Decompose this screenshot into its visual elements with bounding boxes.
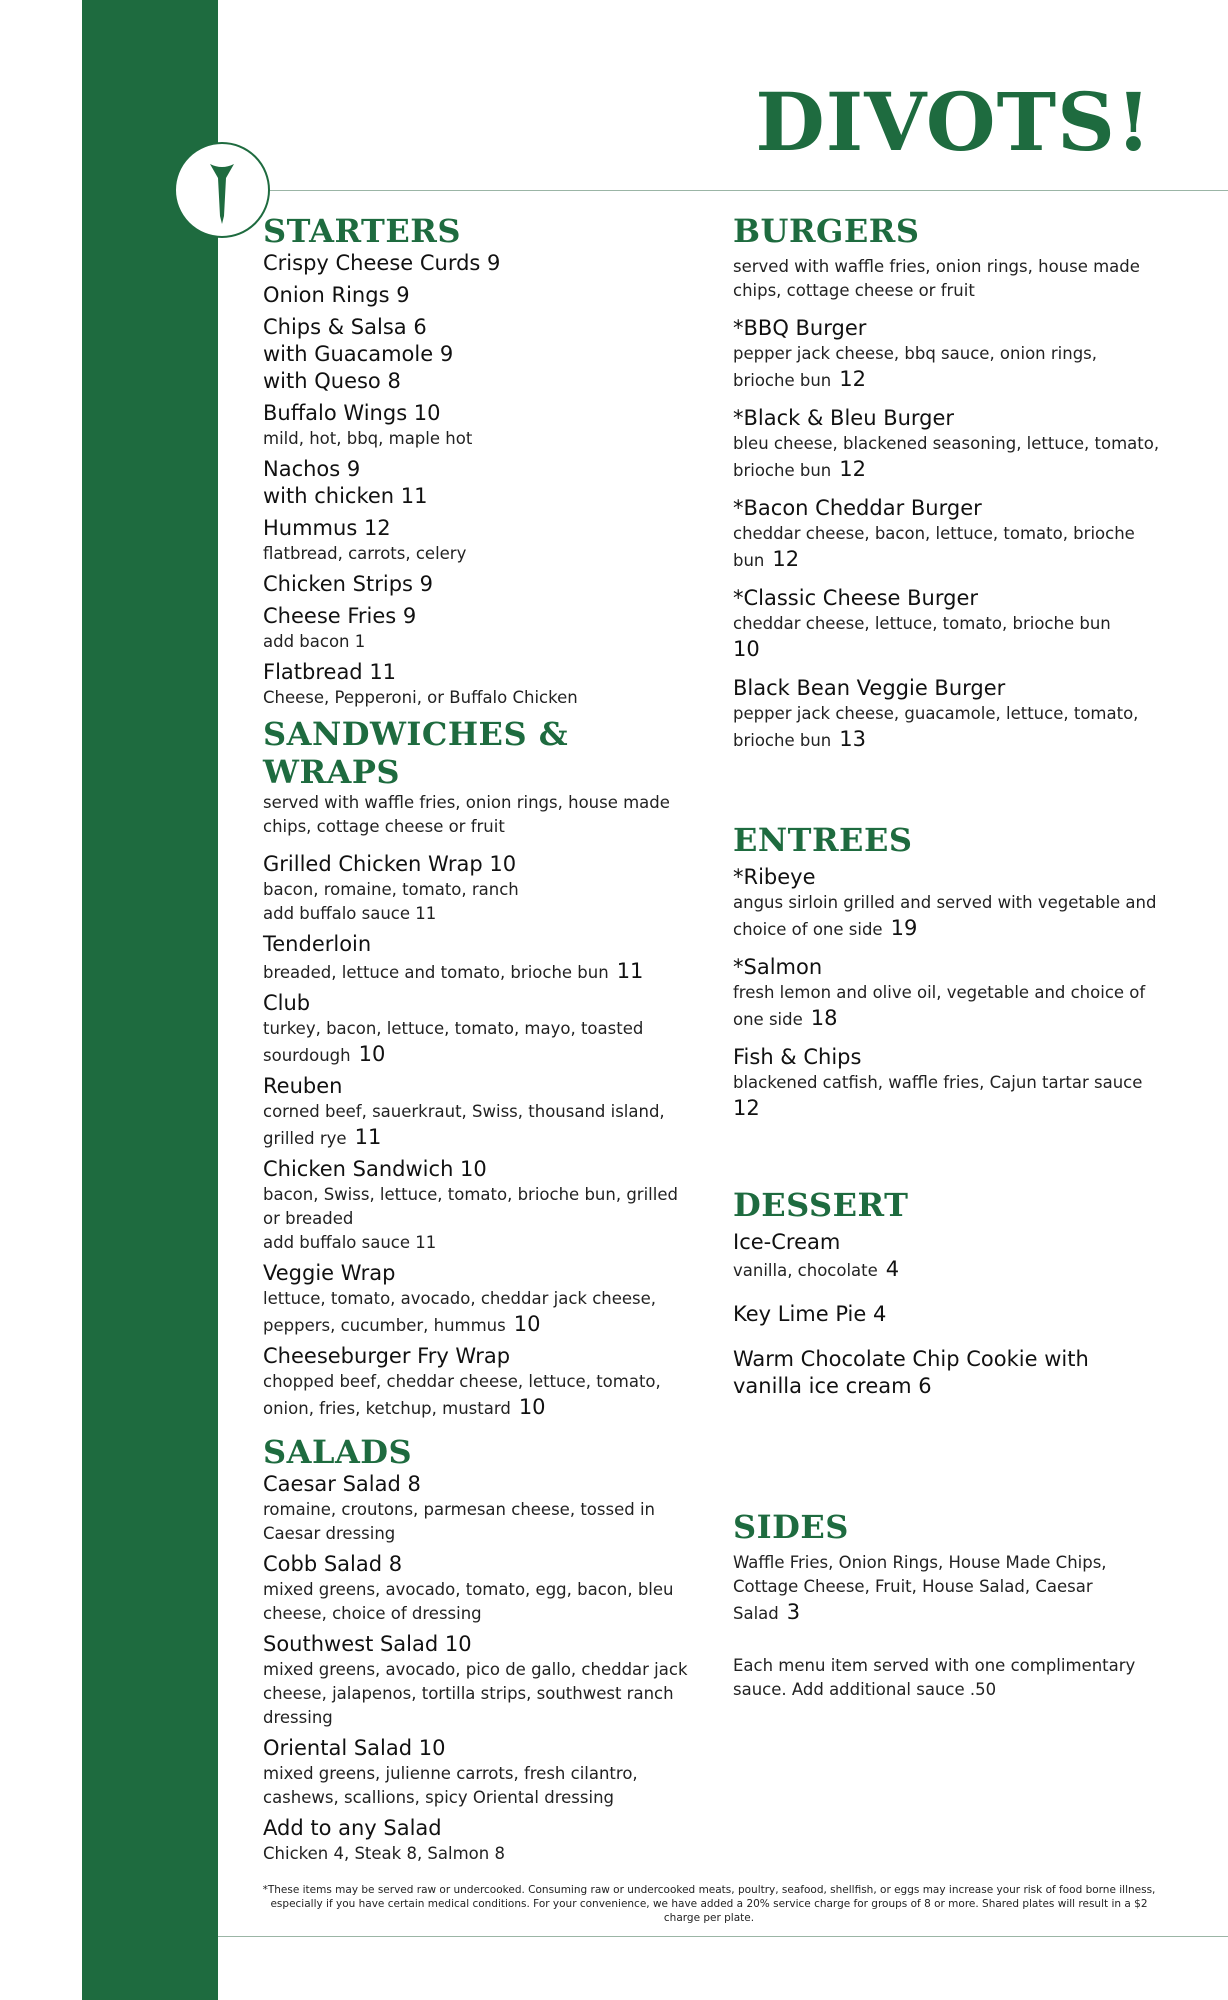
starter-name: Chicken Strips 9 xyxy=(263,572,434,596)
burger-desc: pepper jack cheese, guacamole, lettuce, tomato, brioche bun xyxy=(733,704,1139,750)
sandwich-desc-row xyxy=(263,1287,693,1338)
salad-name: Add to any Salad xyxy=(263,1816,442,1840)
dessert-price: 4 xyxy=(885,1257,900,1281)
salad-desc: mixed greens, avocado, tomato, egg, bacon, bleu cheese, choice of dressing xyxy=(263,1580,674,1623)
footer-divider xyxy=(218,1936,1228,1937)
sandwich-desc: breaded, lettuce and tomato, brioche bun xyxy=(263,963,609,982)
sandwich-desc: corned beef, sauerkraut, Swiss, thousand island, grilled rye xyxy=(263,1102,665,1148)
sides-desc-row xyxy=(733,1551,1163,1626)
sandwich-desc: chopped beef, cheddar cheese, lettuce, tomato, onion, fries, ketchup, mustard xyxy=(263,1372,661,1418)
entree-desc-row xyxy=(733,981,1163,1032)
burger-name: *Classic Cheese Burger xyxy=(733,586,979,610)
header-divider xyxy=(270,190,1228,191)
entree-desc: blackened catfish, waffle fries, Cajun tartar sauce xyxy=(733,1073,1143,1092)
burger-desc: bleu cheese, blackened seasoning, lettuce, tomato, brioche bun xyxy=(733,434,1160,480)
starter-option: with chicken 11 xyxy=(263,484,428,508)
starter-desc: flatbread, carrots, celery xyxy=(263,544,467,563)
burger-name: *Bacon Cheddar Burger xyxy=(733,496,982,520)
dessert-name: Key Lime Pie 4 xyxy=(733,1302,887,1326)
entree-desc: fresh lemon and olive oil, vegetable and choice of one side xyxy=(733,983,1146,1029)
salad-name: Oriental Salad 10 xyxy=(263,1736,446,1760)
sandwich-name: Chicken Sandwich 10 xyxy=(263,1157,487,1181)
green-sidebar xyxy=(82,0,218,2000)
entree-price: 18 xyxy=(810,1006,838,1030)
section-title-sandwiches: SANDWICHES & WRAPS xyxy=(263,715,569,791)
burger-price: 12 xyxy=(839,367,866,391)
salad-name: Cobb Salad 8 xyxy=(263,1552,403,1576)
sandwich-extra: add buffalo sauce 11 xyxy=(263,1233,437,1252)
section-title-salads: SALADS xyxy=(263,1433,413,1471)
burger-name: *BBQ Burger xyxy=(733,316,867,340)
sides-desc: Waffle Fries, Onion Rings, House Made Chips, Cottage Cheese, Fruit, House Salad, Caesar Salad xyxy=(733,1553,1107,1623)
salad-desc: mixed greens, avocado, pico de gallo, cheddar jack cheese, jalapenos, tortilla strips, southwest ranch dressing xyxy=(263,1660,688,1727)
dessert-desc: vanilla, chocolate xyxy=(733,1261,878,1280)
section-title-dessert: DESSERT xyxy=(733,1186,909,1224)
starter-name: Nachos 9 xyxy=(263,457,361,481)
burger-name: *Black & Bleu Burger xyxy=(733,406,955,430)
sandwich-name: Veggie Wrap xyxy=(263,1261,396,1285)
salad-desc: mixed greens, julienne carrots, fresh cilantro, cashews, scallions, spicy Oriental dressing xyxy=(263,1764,638,1807)
sandwiches-note: served with waffle fries, onion rings, house made chips, cottage cheese or fruit xyxy=(263,793,670,836)
sauce-note: Each menu item served with one complimentary sauce. Add additional sauce .50 xyxy=(733,1656,1136,1699)
burger-name: Black Bean Veggie Burger xyxy=(733,676,1006,700)
right-column xyxy=(733,212,1163,1702)
entree-price: 12 xyxy=(733,1096,760,1120)
sandwich-desc: turkey, bacon, lettuce, tomato, mayo, toasted sourdough xyxy=(263,1019,644,1065)
burger-desc-row xyxy=(733,342,1163,393)
sandwich-desc: bacon, romaine, tomato, ranch xyxy=(263,880,519,899)
salad-desc: romaine, croutons, parmesan cheese, tossed in Caesar dressing xyxy=(263,1500,655,1543)
sandwich-price: 11 xyxy=(354,1125,382,1149)
burger-desc-row xyxy=(733,432,1163,483)
golf-tee-icon xyxy=(176,144,268,236)
starter-name: Buffalo Wings 10 xyxy=(263,401,441,425)
entree-desc-row xyxy=(733,891,1163,942)
burger-desc-row xyxy=(733,702,1163,753)
salad-name: Caesar Salad 8 xyxy=(263,1472,421,1496)
sandwich-desc-row xyxy=(263,1017,693,1068)
starter-option: with Queso 8 xyxy=(263,369,401,393)
burger-desc-row xyxy=(733,522,1163,573)
starter-name: Crispy Cheese Curds 9 xyxy=(263,251,501,275)
dessert-name: Warm Chocolate Chip Cookie with vanilla ice cream 6 xyxy=(733,1347,1089,1398)
sandwich-desc-row xyxy=(263,1370,693,1421)
starter-name: Onion Rings 9 xyxy=(263,283,410,307)
dessert-desc-row xyxy=(733,1256,1163,1283)
salad-desc: Chicken 4, Steak 8, Salmon 8 xyxy=(263,1844,505,1863)
section-title-burgers: BURGERS xyxy=(733,212,920,250)
section-title-starters: STARTERS xyxy=(263,212,461,250)
sandwich-desc: bacon, Swiss, lettuce, tomato, brioche bun, grilled or breaded xyxy=(263,1185,678,1228)
salad-name: Southwest Salad 10 xyxy=(263,1632,472,1656)
sandwich-name: Grilled Chicken Wrap 10 xyxy=(263,852,517,876)
sandwich-name: Reuben xyxy=(263,1074,343,1098)
sandwich-name: Club xyxy=(263,991,311,1015)
sandwich-price: 10 xyxy=(358,1042,386,1066)
burger-price: 12 xyxy=(772,547,800,571)
burger-price: 12 xyxy=(839,457,866,481)
starter-name: Flatbread 11 xyxy=(263,660,397,684)
logo-badge xyxy=(174,142,270,238)
burger-price: 13 xyxy=(839,727,866,751)
starter-name: Cheese Fries 9 xyxy=(263,604,417,628)
starter-option: with Guacamole 9 xyxy=(263,342,454,366)
brand-title: DIVOTS! xyxy=(755,75,1152,169)
sandwich-price: 11 xyxy=(616,959,644,983)
burger-desc: cheddar cheese, lettuce, tomato, brioche bun xyxy=(733,614,1111,633)
sides-price: 3 xyxy=(786,1600,801,1624)
section-title-sides: SIDES xyxy=(733,1508,849,1546)
starter-desc: Cheese, Pepperoni, or Buffalo Chicken xyxy=(263,688,578,707)
entree-name: Fish & Chips xyxy=(733,1045,862,1069)
left-column xyxy=(263,212,693,1866)
starter-desc: mild, hot, bbq, maple hot xyxy=(263,429,473,448)
starter-name: Hummus 12 xyxy=(263,516,391,540)
sandwich-desc: lettuce, tomato, avocado, cheddar jack cheese, peppers, cucumber, hummus xyxy=(263,1289,657,1335)
sandwich-desc-row xyxy=(263,1100,693,1151)
sandwich-price: 10 xyxy=(518,1395,546,1419)
burger-price: 10 xyxy=(733,637,760,661)
entree-name: *Ribeye xyxy=(733,865,816,889)
sandwich-extra: add buffalo sauce 11 xyxy=(263,904,437,923)
burgers-note: served with waffle fries, onion rings, house made chips, cottage cheese or fruit xyxy=(733,257,1140,300)
section-title-entrees: ENTREES xyxy=(733,821,913,859)
sandwich-price: 10 xyxy=(513,1312,541,1336)
dessert-name: Ice-Cream xyxy=(733,1230,841,1254)
starter-desc: add bacon 1 xyxy=(263,632,366,651)
footnote-disclaimer: *These items may be served raw or undercooked. Consuming raw or undercooked meats, poultry, seafood, shellfish, or eggs may increase your risk of food borne illness, especially if you have certain medical conditions. For your convenience, we have added a 20% service charge for groups of 8 or more. Shared plates will result in a $2 charge per plate. xyxy=(262,1884,1156,1924)
sandwich-name: Tenderloin xyxy=(263,932,372,956)
entree-desc: angus sirloin grilled and served with vegetable and choice of one side xyxy=(733,893,1157,939)
entree-name: *Salmon xyxy=(733,955,823,979)
sandwich-name: Cheeseburger Fry Wrap xyxy=(263,1344,511,1368)
burger-desc: cheddar cheese, bacon, lettuce, tomato, brioche bun xyxy=(733,524,1135,570)
starter-name: Chips & Salsa 6 xyxy=(263,315,427,339)
sandwich-desc-row xyxy=(263,958,693,985)
entree-price: 19 xyxy=(890,916,918,940)
burger-desc: pepper jack cheese, bbq sauce, onion rings, brioche bun xyxy=(733,344,1098,390)
